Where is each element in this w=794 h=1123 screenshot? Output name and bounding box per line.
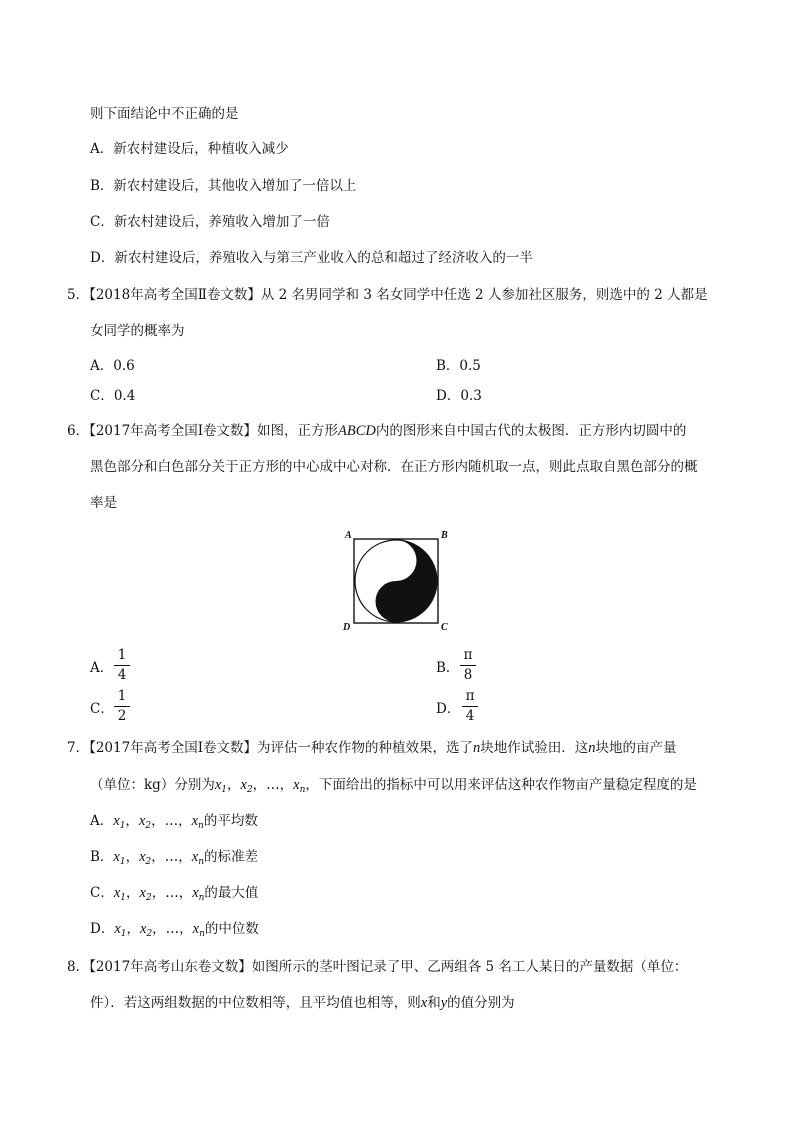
q4-option-b	[90, 176, 356, 196]
q7-line-1	[67, 738, 677, 758]
q8-line-2	[90, 993, 515, 1013]
question-text: 如图，正方形	[257, 423, 339, 439]
q6-option-b-label: B．	[436, 660, 460, 676]
option-label: B．	[90, 178, 114, 194]
q6-line-2: 黑色部分和白色部分关于正方形的中心成中心对称．在正方形内随机取一点，则此点取自黑色部分的概	[90, 459, 698, 475]
q7-option-a	[90, 811, 258, 836]
option-text: 新农村建设后，种植收入减少	[113, 141, 289, 157]
option-label: D．	[436, 388, 461, 404]
option-label: C．	[90, 885, 114, 901]
q6-line-3: 率是	[90, 495, 117, 511]
question-text: 如图所示的茎叶图记录了甲、乙两组各 5 名工人某日的产量数据（单位：	[251, 959, 688, 975]
option-label: D．	[90, 921, 115, 937]
q5-line-1	[67, 285, 708, 305]
denominator: 4	[117, 667, 127, 683]
variable-n: n	[588, 740, 596, 756]
taiji-diagram	[340, 530, 455, 636]
question-number: 7．	[67, 740, 90, 756]
fraction-bar	[114, 706, 130, 707]
q5-line-2: 女同学的概率为	[90, 323, 185, 339]
vertex-label-d: D	[343, 622, 351, 633]
question-source: 【2017年高考全国Ⅰ卷文数】	[89, 423, 258, 439]
sample-list: $x_1$，$x_2$，…，$x_n$	[113, 849, 204, 867]
question-text: 的值分别为	[447, 995, 515, 1011]
sample-list: $x_1$，$x_2$，…，$x_n$	[214, 777, 306, 795]
question-text: 块地作试验田．这	[480, 740, 589, 756]
q4-option-c	[90, 212, 330, 232]
question-text: 从 2 名男同学和 3 名女同学中任选 2 人参加社区服务，则选中的 2 人都是	[260, 287, 708, 303]
q6-option-c-label: C．	[90, 701, 114, 717]
numerator: π	[465, 688, 475, 704]
denominator: 8	[463, 667, 473, 683]
black-dot	[392, 598, 400, 606]
option-label: B．	[436, 358, 460, 374]
option-text: 0.5	[459, 358, 481, 374]
option-text: 的标准差	[204, 849, 258, 865]
question-number: 5．	[67, 287, 90, 303]
question-text: 件）．若这两组数据的中位数相等，且平均值也相等，则	[90, 995, 421, 1011]
q6-line-1	[67, 421, 686, 441]
q6-option-c-fraction	[114, 688, 130, 725]
numerator: π	[463, 647, 473, 663]
option-label: C．	[90, 388, 114, 404]
q7-option-d	[90, 919, 259, 944]
option-text: 新农村建设后，其他收入增加了一倍以上	[113, 178, 357, 194]
question-number: 6．	[67, 423, 90, 439]
q6-option-a-label: A．	[90, 660, 114, 676]
option-label: A．	[90, 813, 114, 829]
denominator: 4	[465, 708, 475, 724]
variable-x: x	[420, 995, 428, 1011]
q6-option-d-fraction	[462, 688, 478, 725]
vertex-label-a: A	[345, 530, 352, 541]
taiji-figure	[340, 530, 455, 636]
q5-option-a	[90, 356, 135, 376]
question-text: 为评估一种农作物的种植效果，选了	[257, 740, 474, 756]
fraction-bar	[460, 665, 476, 666]
q6-option-a-fraction	[114, 647, 130, 684]
option-text: 的最大值	[204, 885, 259, 901]
variable-abcd: ABCD	[338, 423, 376, 439]
q7-option-b	[90, 847, 258, 872]
q6-option-d-label: D．	[436, 701, 461, 717]
numerator: 1	[117, 647, 127, 663]
q7-option-c	[90, 883, 258, 908]
q4-option-a	[90, 139, 289, 159]
q4-option-d	[90, 248, 533, 268]
option-text: 0.6	[113, 358, 135, 374]
question-text: 内的图形来自中国古代的太极图．正方形内切圆中的	[375, 423, 687, 439]
question-text: ，下面给出的指标中可以用来评估这种农作物亩产量稳定程度的是	[305, 777, 697, 793]
fraction-bar	[114, 665, 130, 666]
question-text: 和	[427, 995, 441, 1011]
option-text: 0.3	[460, 388, 482, 404]
q5-option-d	[436, 386, 482, 406]
vertex-label-c: C	[441, 622, 448, 633]
question-text: （单位：kg）分别为	[90, 777, 215, 793]
option-label: C．	[90, 214, 114, 230]
q4-stem: 则下面结论中不正确的是	[90, 106, 239, 122]
variable-n: n	[473, 740, 481, 756]
option-label: D．	[90, 250, 115, 266]
question-number: 8．	[67, 959, 90, 975]
q7-line-2	[90, 775, 697, 800]
sample-list: $x_1$，$x_2$，…，$x_n$	[113, 885, 205, 903]
q8-line-1	[67, 957, 687, 977]
option-text: 的中位数	[204, 921, 259, 937]
variable-y: y	[440, 995, 448, 1011]
q5-option-b	[436, 356, 481, 376]
option-label: A．	[90, 358, 114, 374]
option-text: 的平均数	[203, 813, 258, 829]
q6-option-b-fraction	[460, 647, 476, 684]
sample-list: $x_1$，$x_2$，…，$x_n$	[114, 921, 205, 939]
question-source: 【2018年高考全国Ⅱ卷文数】	[89, 287, 261, 303]
option-text: 新农村建设后，养殖收入与第三产业收入的总和超过了经济收入的一半	[114, 250, 533, 266]
question-source: 【2017年高考山东卷文数】	[89, 959, 252, 975]
fraction-bar	[462, 706, 478, 707]
vertex-label-b: B	[441, 530, 448, 541]
sample-list: $x_1$，$x_2$，…，$x_n$	[113, 813, 204, 831]
q5-option-c	[90, 386, 135, 406]
option-text: 新农村建设后，养殖收入增加了一倍	[113, 214, 330, 230]
white-dot	[392, 557, 400, 565]
option-text: 0.4	[113, 388, 136, 404]
question-source: 【2017年高考全国Ⅰ卷文数】	[89, 740, 258, 756]
option-label: A．	[90, 141, 114, 157]
question-text: 块地的亩产量	[595, 740, 677, 756]
option-label: B．	[90, 849, 114, 865]
denominator: 2	[117, 708, 127, 724]
numerator: 1	[117, 688, 127, 704]
